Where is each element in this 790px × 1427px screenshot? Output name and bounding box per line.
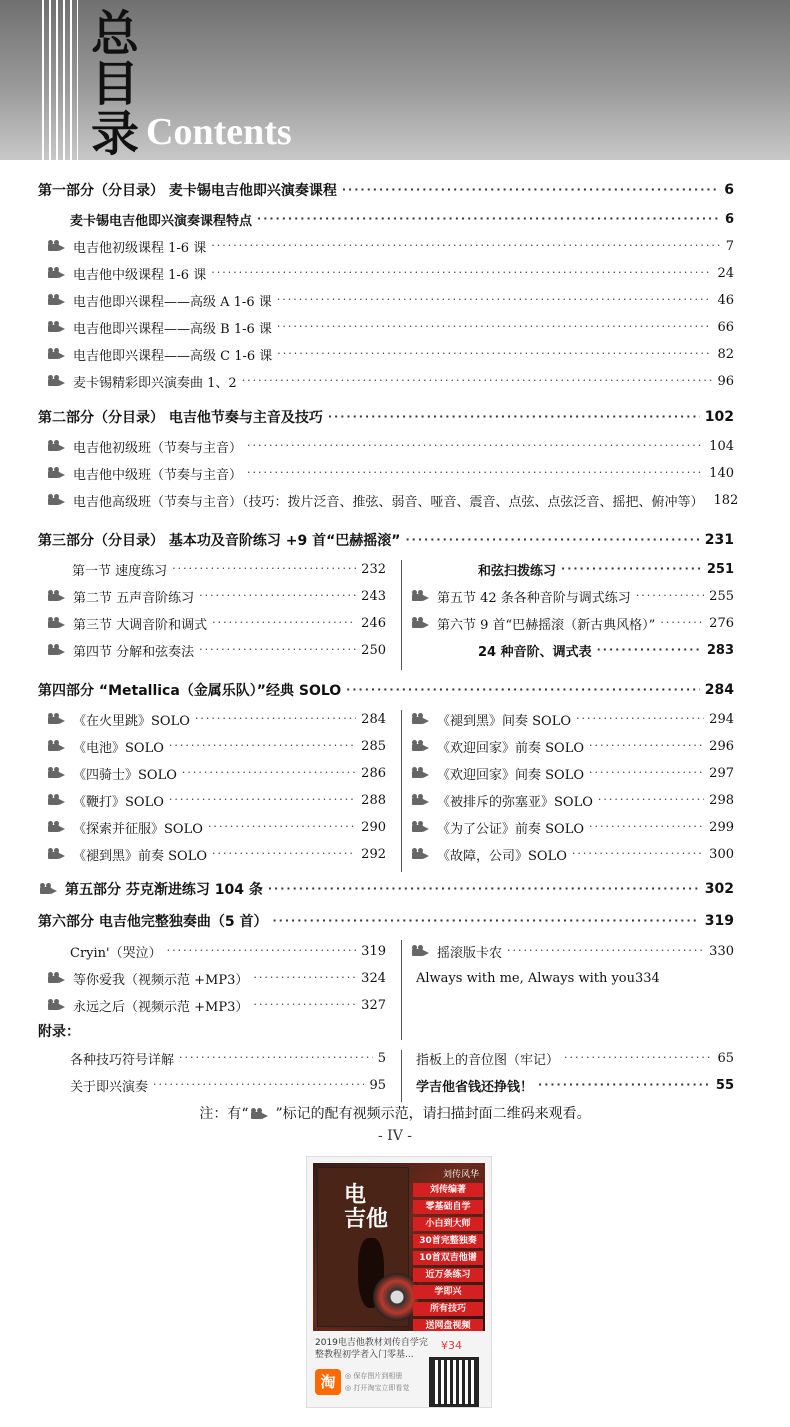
dot-leader xyxy=(589,765,704,781)
toc-entry-page: 290 xyxy=(361,819,386,835)
toc-entry-page: 246 xyxy=(361,615,386,631)
part-page: 319 xyxy=(704,913,734,929)
toc-entry-label: 《探索并征服》SOLO xyxy=(73,821,203,837)
dot-leader xyxy=(342,182,719,198)
dot-leader xyxy=(277,319,713,335)
toc-entry-label: 《鞭打》SOLO xyxy=(73,794,164,810)
video-camera-icon xyxy=(46,440,68,452)
toc-entry-label: 《被排斥的弥塞亚》SOLO xyxy=(437,794,593,810)
dot-leader xyxy=(247,438,704,454)
video-camera-icon xyxy=(46,821,68,833)
video-camera-icon xyxy=(46,348,68,360)
ad-tag-list xyxy=(413,1183,483,1331)
video-camera-icon xyxy=(46,590,68,602)
dot-leader xyxy=(212,846,356,862)
toc-entry-label: 各种技巧符号详解 xyxy=(70,1052,175,1068)
toc-entry-label: 电吉他即兴课程——高级 B 1-6 课 xyxy=(73,321,272,337)
toc-entry[interactable] xyxy=(46,762,386,784)
toc-entry-page: 286 xyxy=(361,765,386,781)
page-number: - IV - xyxy=(377,1128,412,1144)
toc-entry[interactable] xyxy=(410,816,734,838)
video-camera-icon xyxy=(46,999,68,1011)
toc-entry-label: 《故障，公司》SOLO xyxy=(437,848,567,864)
toc-entry-page: 292 xyxy=(361,846,386,862)
ad-tag: 所有技巧 xyxy=(413,1302,483,1316)
toc-entry-page: 330 xyxy=(709,943,734,959)
ad-tag: 零基础自学 xyxy=(413,1200,483,1214)
toc-entry-page: 319 xyxy=(361,943,386,959)
dot-leader xyxy=(660,615,704,631)
toc-entry-page: 297 xyxy=(709,765,734,781)
toc-entry[interactable] xyxy=(46,708,386,730)
dot-leader xyxy=(253,970,356,986)
toc-entry-label: 第一节 速度练习 xyxy=(72,563,168,579)
part-title: 第六部分 电吉他完整独奏曲（5 首） xyxy=(38,914,268,930)
toc-entry-label: 《欢迎回家》间奏 SOLO xyxy=(437,767,584,783)
dot-leader xyxy=(346,682,700,698)
note-text-before: 注：有“ xyxy=(199,1106,249,1122)
toc-entry[interactable] xyxy=(46,289,734,311)
ad-tag: 送网盘视频 xyxy=(413,1319,483,1331)
toc-entry[interactable] xyxy=(46,585,386,607)
toc-entry-label: 永远之后（视频示范 +MP3） xyxy=(73,999,249,1015)
dot-leader xyxy=(172,561,356,577)
video-camera-icon xyxy=(46,713,68,725)
decorative-stripes xyxy=(42,0,78,160)
book-cover-image[interactable] xyxy=(313,1163,485,1331)
video-camera-icon xyxy=(46,644,68,656)
video-camera-icon xyxy=(46,267,68,279)
toc-entry-page: 250 xyxy=(361,642,386,658)
toc-entry[interactable] xyxy=(410,585,734,607)
toc-entry-label: 《褪到黑》前奏 SOLO xyxy=(73,848,207,864)
contents-heading: Contents xyxy=(146,111,292,153)
part-page: 302 xyxy=(704,881,734,897)
toc-entry[interactable] xyxy=(46,343,734,365)
dot-leader xyxy=(507,943,704,959)
toc-entry-page: 6 xyxy=(724,211,734,227)
dot-leader xyxy=(169,738,356,754)
dot-leader xyxy=(199,642,356,658)
toc-entry-label: 《欢迎回家》前奏 SOLO xyxy=(437,740,584,756)
taobao-logo-icon: 淘 xyxy=(315,1369,341,1395)
dot-leader xyxy=(257,211,720,227)
video-camera-icon xyxy=(249,1108,271,1120)
toc-entry[interactable] xyxy=(46,462,734,484)
part-heading-3[interactable] xyxy=(38,529,734,551)
column-divider xyxy=(401,940,402,1040)
toc-entry-label: Always with me, Always with you xyxy=(416,970,636,986)
dot-leader xyxy=(179,1050,373,1066)
book-cover-title: 电 吉他 xyxy=(344,1183,389,1232)
toc-entry-label: 第六节 9 首“巴赫摇滚（新古典风格）” xyxy=(437,617,656,633)
toc-entry-page: 95 xyxy=(369,1077,386,1093)
toc-entry-label: 等你爱我（视频示范 +MP3） xyxy=(73,972,249,988)
toc-entry-label: 《四骑士》SOLO xyxy=(73,767,177,783)
appendix-entry[interactable] xyxy=(70,1074,386,1096)
toc-entry-page: 140 xyxy=(709,465,734,481)
column-divider xyxy=(401,560,402,670)
dot-leader xyxy=(564,1050,712,1066)
toc-entry-page: 276 xyxy=(709,615,734,631)
toc-entry-page: 55 xyxy=(715,1077,734,1093)
toc-entry-page: 327 xyxy=(361,997,386,1013)
part-title: 第五部分 芬克渐进练习 104 条 xyxy=(65,882,263,898)
dot-leader xyxy=(598,792,704,808)
title-char-3: 录 xyxy=(90,106,139,162)
ad-tag: 10首双吉他谱 xyxy=(413,1251,483,1265)
dot-leader xyxy=(199,588,356,604)
video-camera-icon xyxy=(46,848,68,860)
part-title: 第二部分（分目录） 电吉他节奏与主音及技巧 xyxy=(38,410,323,426)
toc-entry[interactable] xyxy=(46,489,739,511)
part-heading-2[interactable] xyxy=(38,406,734,428)
video-camera-icon xyxy=(410,713,432,725)
toc-entry[interactable] xyxy=(46,316,734,338)
toc-entry-page: 285 xyxy=(361,738,386,754)
toc-entry-label: 第五节 42 条各种音阶与调式练习 xyxy=(437,590,631,606)
book-ad-card[interactable] xyxy=(306,1156,492,1408)
dot-leader xyxy=(169,792,356,808)
toc-entry[interactable] xyxy=(46,967,386,989)
toc-entry-label: 电吉他高级班（节奏与主音）（技巧：拨片泛音、推弦、弱音、哑音、震音、点弦、点弦泛音、摇把、俯冲等） xyxy=(73,494,704,510)
column-divider xyxy=(401,710,402,872)
dot-leader xyxy=(195,711,356,727)
toc-entry[interactable] xyxy=(46,370,734,392)
toc-entry-page: 294 xyxy=(709,711,734,727)
toc-entry-label: 麦卡锡电吉他即兴演奏课程特点 xyxy=(70,213,253,229)
video-camera-icon xyxy=(410,794,432,806)
appendix-heading: 附录： xyxy=(38,1024,80,1040)
toc-entry-label: 电吉他中级课程 1-6 课 xyxy=(73,267,207,283)
dot-leader xyxy=(212,615,356,631)
toc-entry[interactable] xyxy=(410,940,734,962)
toc-entry-page: 288 xyxy=(361,792,386,808)
part-title: 第三部分（分目录） 基本功及音阶练习 +9 首“巴赫摇滚” xyxy=(38,533,401,549)
toc-entry-page: 66 xyxy=(717,319,734,335)
toc-entry-label: 学吉他省钱还挣钱！ xyxy=(416,1079,534,1095)
toc-entry-label: 指板上的音位图（牢记） xyxy=(416,1052,560,1068)
toc-entry-page: 232 xyxy=(361,561,386,577)
toc-entry[interactable] xyxy=(46,639,386,661)
dot-leader xyxy=(277,292,713,308)
toc-entry-label: 电吉他初级班（节奏与主音） xyxy=(73,440,243,456)
toc-entry-label: 第三节 大调音阶和调式 xyxy=(73,617,208,633)
toc-entry-label: 和弦扫拨练习 xyxy=(478,563,557,579)
toc-entry[interactable] xyxy=(410,762,734,784)
dot-leader xyxy=(253,997,356,1013)
toc-entry-label: 电吉他初级课程 1-6 课 xyxy=(73,240,207,256)
part-page: 284 xyxy=(704,682,734,698)
toc-entry[interactable] xyxy=(46,843,386,865)
ad-description[interactable]: 2019电吉他教材刘传自学完整教程初学者入门零基... xyxy=(315,1338,428,1360)
toc-entry-page: 255 xyxy=(709,588,734,604)
dot-leader xyxy=(561,561,702,577)
part-heading-6[interactable] xyxy=(38,910,734,932)
ad-tag: 刘传编著 xyxy=(413,1183,483,1197)
toc-entry[interactable] xyxy=(410,612,734,634)
toc-entry[interactable] xyxy=(72,558,386,580)
toc-entry-label: 麦卡锡精彩即兴演奏曲 1、2 xyxy=(73,375,237,391)
part-heading-1[interactable] xyxy=(38,179,734,201)
video-camera-icon xyxy=(410,617,432,629)
toc-entry-label: Cryin'（哭泣） xyxy=(70,945,162,961)
toc-entry[interactable] xyxy=(46,816,386,838)
dot-leader xyxy=(572,846,704,862)
appendix-entry[interactable] xyxy=(416,1047,734,1069)
toc-entry-label: 《在火里跳》SOLO xyxy=(73,713,190,729)
video-camera-icon xyxy=(46,294,68,306)
ad-tag: 30首完整独奏 xyxy=(413,1234,483,1248)
toc-entry-page: 284 xyxy=(361,711,386,727)
toc-entry-label: 摇滚版卡农 xyxy=(437,945,503,961)
video-note xyxy=(0,1103,790,1123)
video-camera-icon xyxy=(410,740,432,752)
dot-leader xyxy=(597,642,702,658)
header-banner xyxy=(0,0,790,160)
video-camera-icon xyxy=(46,794,68,806)
toc-entry-page: 283 xyxy=(706,642,734,658)
toc-entry-page: 300 xyxy=(709,846,734,862)
toc-entry-page: 324 xyxy=(361,970,386,986)
toc-entry-page: 46 xyxy=(717,292,734,308)
toc-entry-page: 82 xyxy=(717,346,734,362)
ad-price: ¥34 xyxy=(441,1339,462,1352)
video-camera-icon xyxy=(410,848,432,860)
toc-entry[interactable] xyxy=(46,235,734,257)
toc-entry-label: 《褪到黑》间奏 SOLO xyxy=(437,713,571,729)
dot-leader xyxy=(589,738,704,754)
column-divider xyxy=(401,1050,402,1102)
toc-entry-label: 24 种音阶、调式表 xyxy=(478,644,592,660)
toc-entry[interactable] xyxy=(46,789,386,811)
toc-entry-label: 《为了公证》前奏 SOLO xyxy=(437,821,584,837)
part-heading-4[interactable] xyxy=(38,679,734,701)
video-camera-icon xyxy=(46,240,68,252)
ad-tips: ◎ 保存图片到相册 ◎ 打开淘宝立即看觉 xyxy=(345,1372,410,1392)
video-camera-icon xyxy=(410,590,432,602)
video-camera-icon xyxy=(46,494,68,506)
ad-tag: 近万条练习 xyxy=(413,1268,483,1282)
dot-leader xyxy=(208,819,356,835)
toc-entry-page: 65 xyxy=(717,1050,734,1066)
toc-entry-label: 《电池》SOLO xyxy=(73,740,164,756)
part-page: 6 xyxy=(724,182,734,198)
toc-entry-page: 5 xyxy=(377,1050,386,1066)
ad-brand: 刘传风华 xyxy=(442,1170,479,1180)
toc-entry[interactable] xyxy=(46,435,734,457)
video-camera-icon xyxy=(46,767,68,779)
toc-entry-page: 296 xyxy=(709,738,734,754)
video-camera-icon xyxy=(46,321,68,333)
dot-leader xyxy=(273,913,700,929)
toc-entry-page: 96 xyxy=(717,373,734,389)
toc-entry-page: 251 xyxy=(706,561,734,577)
dot-leader xyxy=(589,819,704,835)
dot-leader xyxy=(277,346,712,362)
toc-entry-page: 182 xyxy=(713,492,739,508)
video-camera-icon xyxy=(46,972,68,984)
toc-entry-page: 24 xyxy=(717,265,734,281)
dot-leader xyxy=(268,881,700,897)
appendix-entry[interactable] xyxy=(70,1047,386,1069)
toc-entry-label: 电吉他中级班（节奏与主音） xyxy=(73,467,243,483)
note-text-after: ”标记的配有视频示范，请扫描封面二维码来观看。 xyxy=(275,1106,591,1122)
toc-entry[interactable] xyxy=(46,735,386,757)
dot-leader xyxy=(211,238,721,254)
appendix-entry[interactable] xyxy=(416,1074,734,1096)
video-camera-icon xyxy=(46,467,68,479)
dot-leader xyxy=(182,765,356,781)
toc-entry[interactable] xyxy=(46,994,386,1016)
qr-code-icon[interactable] xyxy=(429,1357,479,1407)
toc-entry[interactable] xyxy=(46,262,734,284)
toc-entry[interactable] xyxy=(70,208,734,230)
toc-entry[interactable] xyxy=(46,612,386,634)
video-camera-icon xyxy=(410,945,432,957)
dot-leader xyxy=(153,1077,364,1093)
toc-entry[interactable] xyxy=(410,789,734,811)
ad-tag: 学即兴 xyxy=(413,1285,483,1299)
toc-entry[interactable] xyxy=(70,940,386,962)
dot-leader xyxy=(328,409,700,425)
toc-entry-page: 298 xyxy=(709,792,734,808)
dot-leader xyxy=(636,588,704,604)
toc-entry[interactable] xyxy=(478,639,734,661)
part-heading-5[interactable] xyxy=(38,878,734,900)
part-page: 102 xyxy=(704,409,734,425)
video-camera-icon xyxy=(410,767,432,779)
toc-entry[interactable] xyxy=(410,843,734,865)
title-char-2: 目 xyxy=(90,56,139,112)
toc-entry-label: 电吉他即兴课程——高级 C 1-6 课 xyxy=(73,348,273,364)
dot-leader xyxy=(406,532,700,548)
video-camera-icon xyxy=(46,617,68,629)
dot-leader xyxy=(538,1077,711,1093)
toc-entry-page: 243 xyxy=(361,588,386,604)
video-camera-icon xyxy=(46,740,68,752)
dot-leader xyxy=(242,373,713,389)
dot-leader xyxy=(576,711,704,727)
toc-entry-page: 299 xyxy=(709,819,734,835)
toc-entry-label: 第二节 五声音阶练习 xyxy=(73,590,195,606)
video-camera-icon xyxy=(46,375,68,387)
part-title: 第四部分 “Metallica（金属乐队）”经典 SOLO xyxy=(38,683,342,699)
dot-leader xyxy=(167,943,357,959)
toc-entry[interactable] xyxy=(478,558,734,580)
toc-entry-page: 334 xyxy=(635,970,660,986)
dot-leader xyxy=(211,265,712,281)
toc-entry-page: 104 xyxy=(709,438,734,454)
toc-entry[interactable] xyxy=(410,735,734,757)
toc-entry-page: 7 xyxy=(725,238,734,254)
part-page: 231 xyxy=(704,532,734,548)
toc-entry[interactable] xyxy=(410,708,734,730)
video-camera-icon xyxy=(38,883,60,895)
toc-entry-label: 第四节 分解和弦奏法 xyxy=(73,644,195,660)
video-camera-icon xyxy=(410,821,432,833)
ad-tag: 小白到大师 xyxy=(413,1217,483,1231)
toc-entry-label: 电吉他即兴课程——高级 A 1-6 课 xyxy=(73,294,272,310)
toc-entry-label: 关于即兴演奏 xyxy=(70,1079,149,1095)
dot-leader xyxy=(247,465,704,481)
title-char-1: 总 xyxy=(90,6,139,62)
toc-entry[interactable] xyxy=(416,967,734,989)
part-title: 第一部分（分目录） 麦卡锡电吉他即兴演奏课程 xyxy=(38,183,337,199)
